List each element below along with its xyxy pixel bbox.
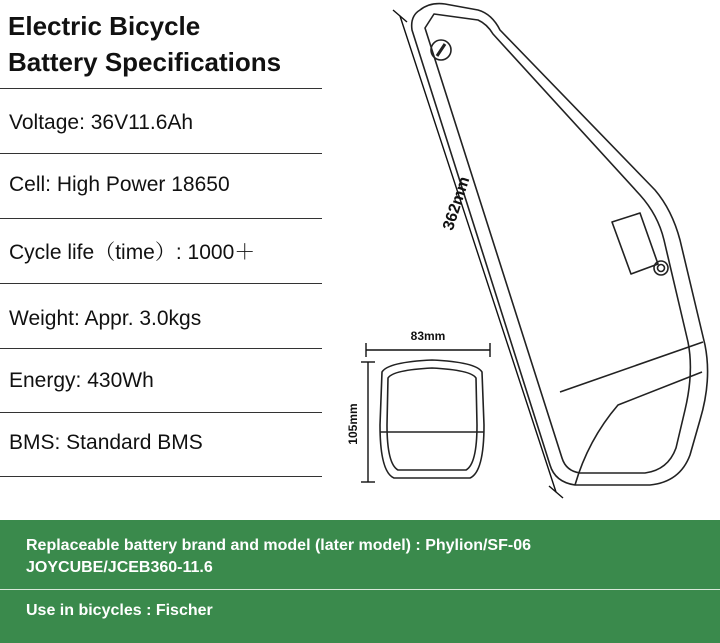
- divider: [0, 153, 322, 154]
- compatibility-panel: [0, 520, 720, 643]
- divider: [0, 476, 322, 477]
- panel-divider: [0, 589, 720, 590]
- title-line-2: Battery Specifications: [8, 47, 282, 77]
- battery-drawing: [340, 0, 720, 520]
- divider: [0, 218, 322, 219]
- bicycle-usage: Use in bicycles : Fischer: [26, 602, 213, 619]
- height-label: 105mm: [346, 403, 360, 445]
- length-label: 362mm: [440, 174, 474, 233]
- height-dimension: [361, 362, 375, 482]
- divider: [0, 283, 322, 284]
- divider: [0, 88, 322, 89]
- replaceable-model-line-2: JOYCUBE/JCEB360-11.6: [26, 559, 213, 576]
- replaceable-model-line-1: Replaceable battery brand and model (later model) : Phylion/SF-06: [26, 537, 531, 554]
- battery-side-view: [412, 4, 708, 485]
- spec-energy: Energy: 430Wh: [9, 369, 154, 392]
- spec-weight: Weight: Appr. 3.0kgs: [9, 307, 202, 330]
- page-title: [8, 8, 338, 80]
- title-line-1: Electric Bicycle: [8, 11, 201, 41]
- battery-end-view: [380, 360, 484, 478]
- spec-cell: Cell: High Power 18650: [9, 173, 230, 196]
- divider: [0, 412, 322, 413]
- spec-cycle-life: Cycle life（time）: 1000＋: [9, 241, 256, 264]
- spec-bms: BMS: Standard BMS: [9, 431, 203, 454]
- spec-voltage: Voltage: 36V11.6Ah: [9, 111, 194, 134]
- divider: [0, 348, 322, 349]
- width-dimension: [366, 343, 490, 357]
- width-label: 83mm: [410, 329, 446, 343]
